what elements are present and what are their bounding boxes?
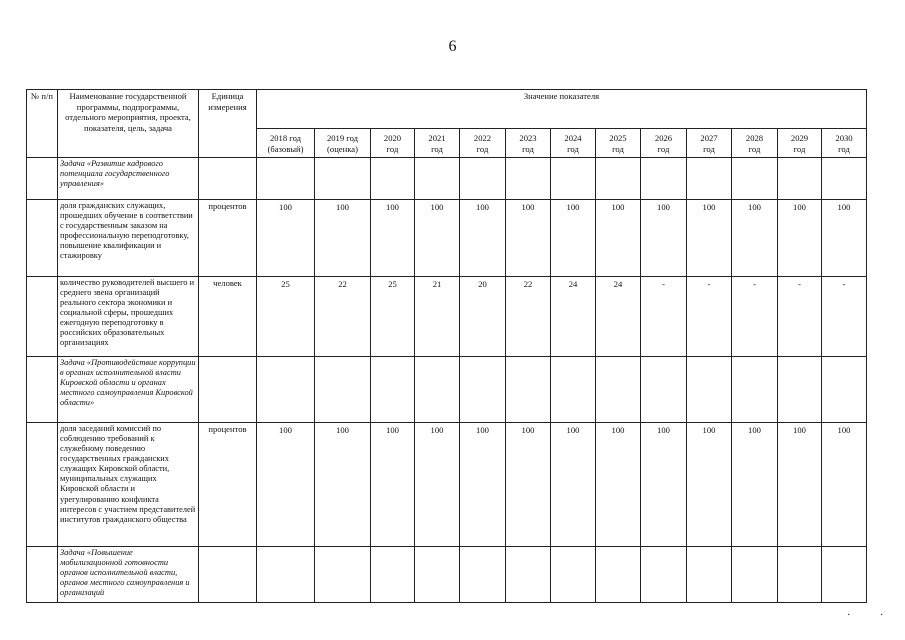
value-cell: 100 [687,200,732,277]
value-cell: 100 [460,423,506,547]
header-value-group: Значение показателя [257,90,867,129]
value-cell: 100 [778,423,822,547]
header-year-sublabel: год [431,143,443,154]
row-number-cell [27,200,58,277]
task-name-cell: Задача «Развитие кадрового потенциала государственного управления» [58,158,199,200]
value-cell: 20 [460,277,506,357]
value-cell [822,158,867,200]
value-cell: 100 [257,423,315,547]
value-cell: 100 [315,200,371,277]
table-row [27,423,867,547]
table-row [27,277,867,357]
value-cell: 100 [641,200,687,277]
value-cell: - [732,277,778,357]
value-cell [460,547,506,603]
value-cell [415,158,460,200]
value-cell [732,357,778,423]
value-cell [257,547,315,603]
task-name-cell: Задача «Противодействие коррупции в органах исполнительной власти Кировской области и органах местного самоуправления Кировской области» [58,357,199,423]
value-cell [551,547,596,603]
value-cell: 100 [641,423,687,547]
value-cell: 100 [822,200,867,277]
header-year-sublabel: год [386,143,399,154]
page-number: 6 [448,38,457,55]
header-year [687,129,732,158]
value-cell [596,547,641,603]
header-year [822,129,867,158]
header-year-sublabel: (оценка) [327,143,358,154]
value-cell: 100 [506,423,551,547]
value-cell [641,547,687,603]
header-year [778,129,822,158]
value-cell: 100 [732,200,778,277]
unit-cell [199,547,257,603]
value-cell: 100 [460,200,506,277]
header-year-sublabel: год [612,143,624,154]
value-cell [822,357,867,423]
scan-mark: · [847,610,851,621]
header-year-label: 2023 [519,133,537,143]
header-year-sublabel: год [838,143,850,154]
value-cell: 100 [551,423,596,547]
value-cell: 100 [551,200,596,277]
header-year-label: 2026 [654,133,673,143]
value-cell: 100 [506,200,551,277]
value-cell: 100 [596,423,641,547]
row-number-cell [27,547,58,603]
header-year-label: 2030 [835,133,853,143]
value-cell: 100 [822,423,867,547]
value-cell [551,158,596,200]
value-cell [460,158,506,200]
indicator-name-cell: доля гражданских служащих, прошедших обучение в соответствии с государственным заказом на профессиональную переподготовку, повышение квалификации и стажировку [58,200,199,277]
value-cell [596,357,641,423]
header-year-label: 2027 [700,133,718,143]
row-number-cell [27,357,58,423]
value-cell [315,158,371,200]
header-year-sublabel: год [522,143,534,154]
header-year-sublabel: год [703,143,715,154]
value-cell [415,547,460,603]
header-year-sublabel: (базовый) [267,143,304,154]
header-year-sublabel: год [476,143,489,154]
value-cell [551,357,596,423]
value-cell: 100 [415,200,460,277]
header-year-label: 2029 [790,133,809,143]
header-year-label: 2020 [383,133,402,143]
header-year [371,129,415,158]
header-year [506,129,551,158]
header-year-sublabel: год [793,143,806,154]
header-year [596,129,641,158]
scan-mark: · [880,610,884,621]
row-number-cell [27,277,58,357]
unit-cell [199,158,257,200]
header-year-label: 2024 [564,133,582,143]
value-cell: 100 [371,200,415,277]
value-cell [732,158,778,200]
value-cell [778,158,822,200]
value-cell [687,158,732,200]
header-year-label: 2021 [428,133,446,143]
header-year [551,129,596,158]
value-cell [687,357,732,423]
header-no: № п/п [27,90,58,158]
value-cell [641,357,687,423]
value-cell [315,547,371,603]
value-cell [371,357,415,423]
value-cell: 100 [732,423,778,547]
value-cell: 100 [687,423,732,547]
row-number-cell [27,423,58,547]
indicator-name-cell: доля заседаний комиссий по соблюдению требований к служебному поведению государственных гражданских служащих Кировской области, муниципальных служащих Кировской области и урегулированию конфликта интересов с участием представителей институтов гражданского общества [58,423,199,547]
task-name-cell: Задача «Повышение мобилизационной готовности органов исполнительной власти, органов местного самоуправления и организаций [58,547,199,603]
value-cell [506,158,551,200]
header-name: Наименование государственной программы, подпрограммы, отдельного мероприятия, проекта, показателя, цель, задача [58,90,199,158]
value-cell [641,158,687,200]
value-cell: 25 [371,277,415,357]
header-year-sublabel: год [657,143,670,154]
value-cell: 24 [551,277,596,357]
value-cell [506,547,551,603]
value-cell: 100 [315,423,371,547]
value-cell: - [822,277,867,357]
value-cell [415,357,460,423]
header-unit: Единица измерения [199,90,257,158]
task-row [27,357,867,423]
value-cell [687,547,732,603]
value-cell: 100 [778,200,822,277]
indicator-table [26,89,867,603]
value-cell: 25 [257,277,315,357]
value-cell [371,158,415,200]
unit-cell: человек [199,277,257,357]
value-cell: - [687,277,732,357]
header-year [641,129,687,158]
value-cell: 24 [596,277,641,357]
header-year-label: 2025 [609,133,627,143]
header-year-label: 2018 год [269,133,302,143]
unit-cell: процентов [199,423,257,547]
value-cell: - [641,277,687,357]
value-cell: - [778,277,822,357]
header-year [460,129,506,158]
value-cell: 22 [506,277,551,357]
task-row [27,158,867,200]
value-cell: 100 [596,200,641,277]
value-cell [822,547,867,603]
header-year-sublabel: год [748,143,761,154]
value-cell [596,158,641,200]
unit-cell [199,357,257,423]
value-cell: 100 [371,423,415,547]
header-year-label: 2022 [473,133,492,143]
value-cell [257,158,315,200]
task-row [27,547,867,603]
value-cell [257,357,315,423]
header-year-sublabel: год [567,143,579,154]
value-cell [778,547,822,603]
value-cell: 100 [257,200,315,277]
value-cell [315,357,371,423]
value-cell [778,357,822,423]
header-year-label: 2019 год [326,133,359,143]
value-cell [732,547,778,603]
value-cell: 100 [415,423,460,547]
unit-cell: процентов [199,200,257,277]
value-cell [371,547,415,603]
indicator-name-cell: количество руководителей высшего и среднего звена организаций реального сектора экономики и социальной сферы, прошедших ежегодную переподготовку в российских образовательных организациях [58,277,199,357]
header-year-label: 2028 [745,133,764,143]
header-year [732,129,778,158]
value-cell: 22 [315,277,371,357]
row-number-cell [27,158,58,200]
value-cell: 21 [415,277,460,357]
value-cell [460,357,506,423]
header-year [315,129,371,158]
header-year [257,129,315,158]
header-year [415,129,460,158]
table-row [27,200,867,277]
value-cell [506,357,551,423]
